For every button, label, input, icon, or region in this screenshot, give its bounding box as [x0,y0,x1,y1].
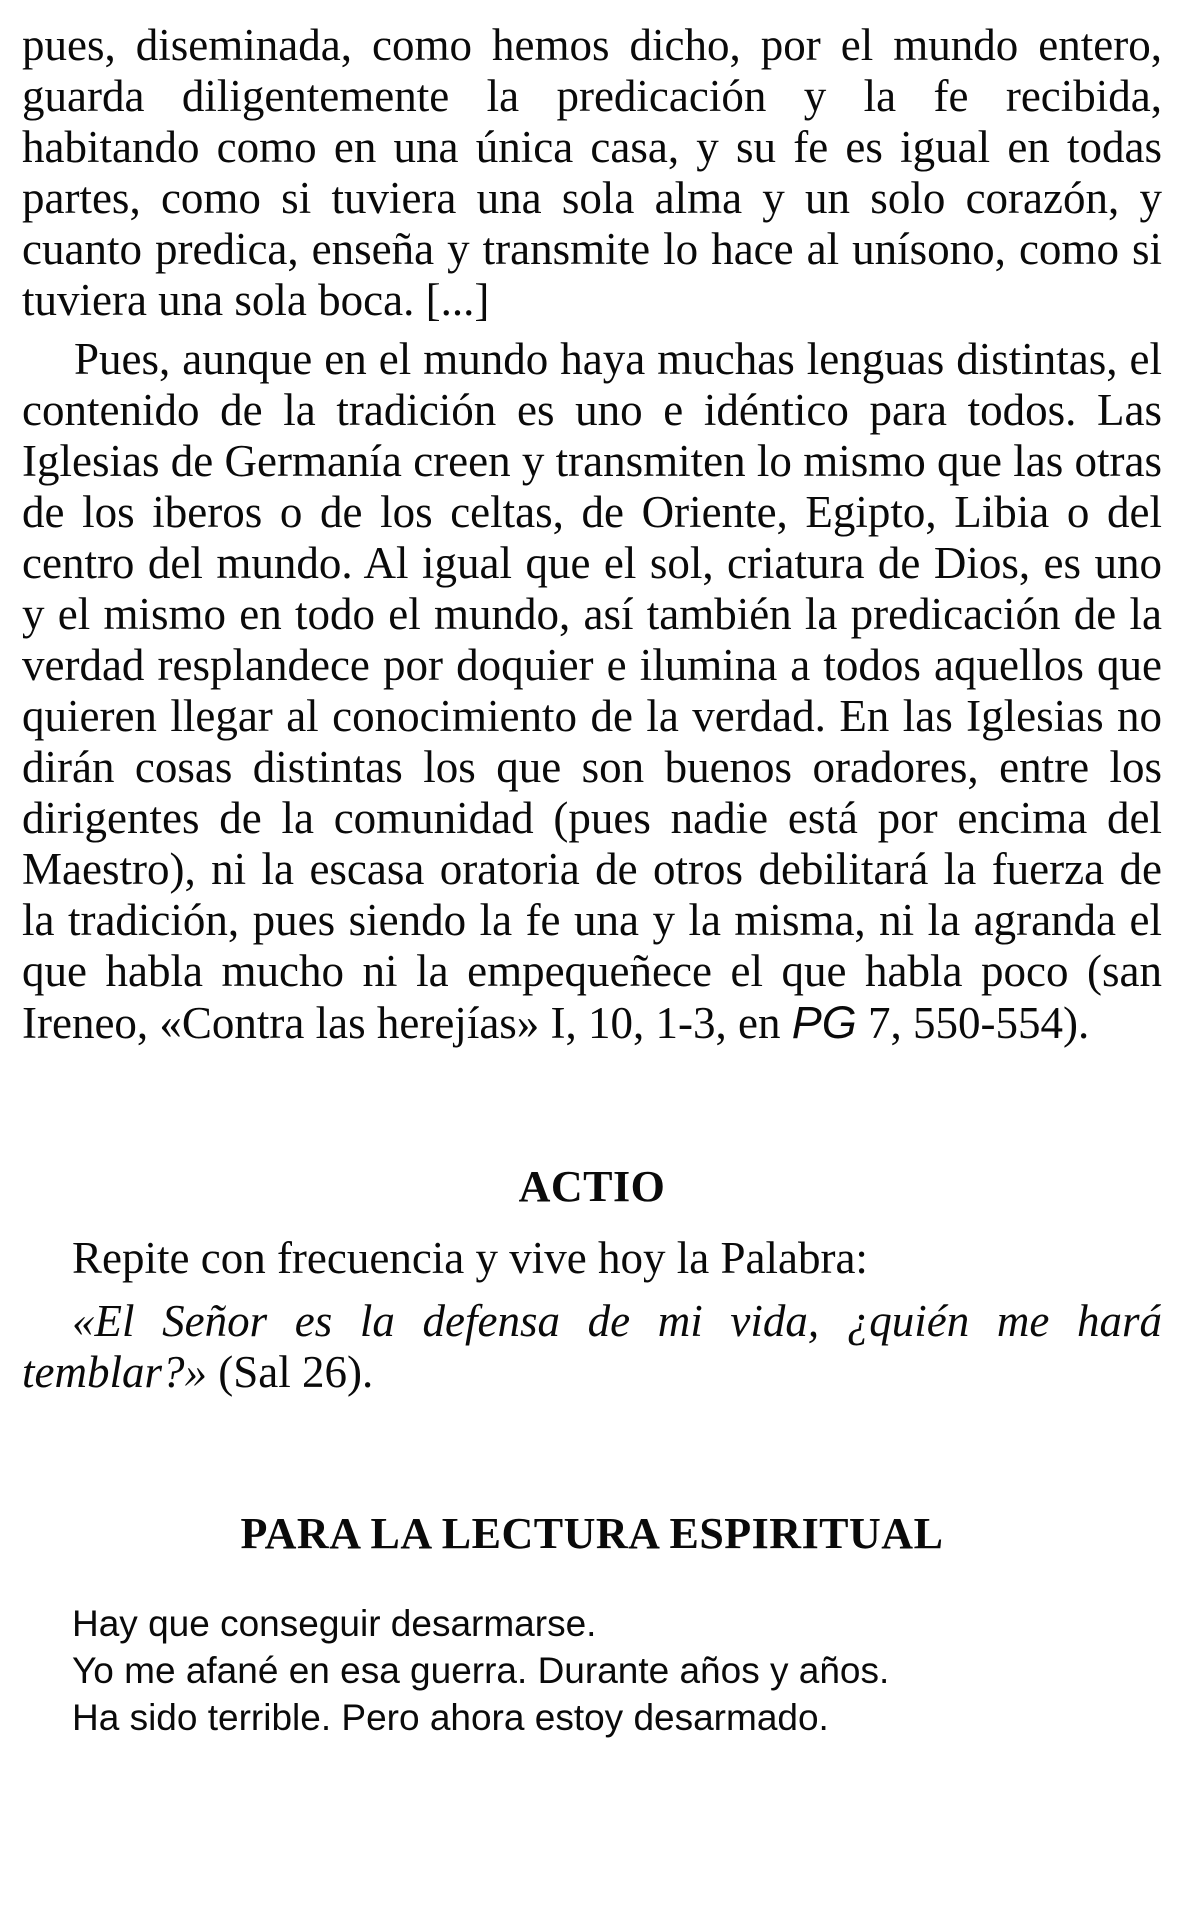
body-paragraph-2-text: Pues, aunque en el mundo haya muchas lenguas distintas, el contenido de la tradición es uno e idéntico para todos. Las Iglesias de Germanía creen y transmiten lo mismo que las otras de los iberos o de los celtas, de Oriente, Egipto, Libia o del centro del mundo. Al igual que el sol, criatura de Dios, es uno y el mismo en todo el mundo, así también la predicación de la verdad resplandece por doquier e ilumina a todos aquellos que quieren llegar al conocimiento de la verdad. En las Iglesias no dirán cosas distintas los que son buenos oradores, entre los dirigentes de la comunidad (pues nadie está por encima del Maestro), ni la escasa oratoria de otros debilitará la fuerza de la tradición, pues siendo la fe una y la misma, ni la agranda el que habla mucho ni la empequeñece el que habla poco (san Ireneo, «Contra las herejías» I, 10, 1-3, en [22,334,1162,1048]
body-paragraph-1: pues, diseminada, como hemos dicho, por el mundo entero, guarda diligentemente la predicación y la fe recibida, habitando como en una única casa, y su fe es igual en todas partes, como si tuviera una sola alma y un solo corazón, y cuanto predica, enseña y transmite lo hace al unísono, como si tuviera una sola boca. [...] [22,20,1162,325]
poem-line-1: Hay que conseguir desarmarse. [72,1603,597,1644]
actio-quote-ref: (Sal 26). [207,1347,374,1397]
body-paragraph-2 [22,334,1162,1049]
lectura-heading: PARA LA LECTURA ESPIRITUAL [240,1509,944,1558]
citation-ref-italic: PG [791,997,857,1048]
lectura-poem [72,1600,1162,1741]
actio-quote [22,1296,1162,1398]
document-page [22,20,1162,1741]
actio-lead: Repite con frecuencia y vive hoy la Palabra: [72,1233,868,1283]
actio-quote-italic: «El Señor es la defensa de mi vida, ¿quién me hará temblar?» [22,1296,1162,1397]
actio-heading: ACTIO [518,1162,666,1211]
citation-tail: 7, 550-554). [856,998,1090,1048]
poem-line-3: Ha sido terrible. Pero ahora estoy desarmado. [72,1697,829,1738]
poem-line-2: Yo me afané en esa guerra. Durante años y años. [72,1650,890,1691]
